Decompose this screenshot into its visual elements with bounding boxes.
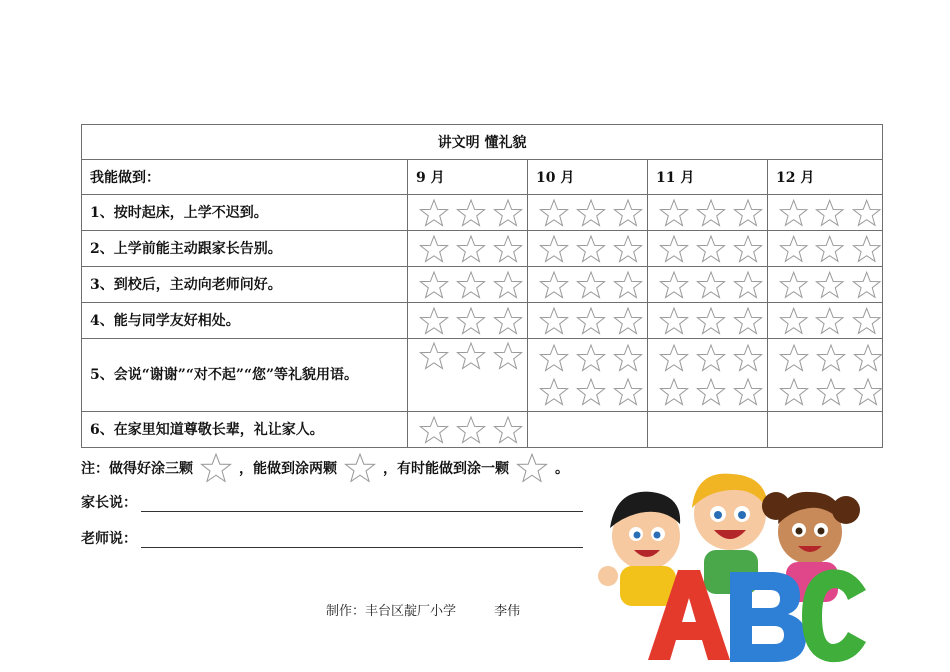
star-group bbox=[408, 198, 527, 228]
item-1: 1、按时起床，上学不迟到。 bbox=[82, 195, 408, 231]
star-icon[interactable] bbox=[492, 234, 524, 264]
star-icon[interactable] bbox=[778, 270, 809, 300]
star-icon[interactable] bbox=[455, 234, 487, 264]
star-group bbox=[648, 270, 767, 300]
star-icon[interactable] bbox=[778, 234, 809, 264]
star-icon[interactable] bbox=[695, 343, 727, 373]
star-icon[interactable] bbox=[852, 377, 884, 407]
star-icon[interactable] bbox=[492, 415, 524, 445]
note-mid2: ，有时能做到涂一颗 bbox=[383, 461, 509, 477]
star-group bbox=[528, 343, 647, 407]
footer-maker: 制作：丰台区靛厂小学 bbox=[326, 604, 457, 619]
star-icon[interactable] bbox=[455, 270, 487, 300]
cartoon-kids-abc-icon bbox=[596, 466, 872, 666]
star-group bbox=[648, 234, 767, 264]
footer-author: 李伟 bbox=[494, 604, 521, 619]
star-icon[interactable] bbox=[778, 377, 810, 407]
empty-cell bbox=[768, 412, 883, 448]
star-group bbox=[408, 306, 527, 336]
item-2: 2、上学前能主动跟家长告别。 bbox=[82, 231, 408, 267]
note-mid1: ，能做到涂两颗 bbox=[239, 461, 337, 477]
star-icon[interactable] bbox=[418, 415, 450, 445]
star-icon[interactable] bbox=[851, 270, 882, 300]
star-icon[interactable] bbox=[814, 270, 845, 300]
star-icon[interactable] bbox=[695, 306, 727, 336]
star-group bbox=[768, 270, 882, 300]
conduct-table bbox=[81, 124, 883, 448]
note-end: 。 bbox=[555, 461, 569, 477]
star-group bbox=[648, 198, 767, 228]
star-group bbox=[408, 415, 527, 445]
star-icon[interactable] bbox=[538, 270, 570, 300]
parent-label: 家长说： bbox=[81, 495, 137, 511]
star-icon[interactable] bbox=[418, 234, 450, 264]
star-icon bbox=[199, 452, 233, 484]
star-icon[interactable] bbox=[732, 306, 764, 336]
star-group bbox=[768, 198, 882, 228]
star-icon[interactable] bbox=[732, 198, 764, 228]
star-icon[interactable] bbox=[815, 343, 847, 373]
teacher-comment-line[interactable] bbox=[141, 533, 583, 548]
star-icon[interactable] bbox=[492, 270, 524, 300]
header-label: 我能做到： bbox=[82, 160, 408, 195]
table-row bbox=[82, 303, 883, 339]
table-row bbox=[82, 195, 883, 231]
month-october: 10 月 bbox=[528, 160, 648, 195]
star-icon[interactable] bbox=[492, 341, 524, 371]
star-group bbox=[768, 306, 882, 336]
star-icon[interactable] bbox=[851, 234, 882, 264]
star-icon[interactable] bbox=[851, 198, 882, 228]
star-icon[interactable] bbox=[732, 343, 764, 373]
star-group bbox=[528, 270, 647, 300]
star-icon[interactable] bbox=[418, 270, 450, 300]
item-6: 6、在家里知道尊敬长辈，礼让家人。 bbox=[82, 412, 408, 448]
star-group bbox=[408, 234, 527, 264]
note-prefix: 注：做得好涂三颗 bbox=[81, 461, 193, 477]
parent-comment-line[interactable] bbox=[141, 497, 583, 512]
star-icon[interactable] bbox=[658, 270, 690, 300]
star-icon[interactable] bbox=[814, 306, 845, 336]
star-icon[interactable] bbox=[418, 341, 450, 371]
star-icon[interactable] bbox=[538, 306, 570, 336]
star-icon[interactable] bbox=[538, 343, 570, 373]
star-icon[interactable] bbox=[575, 343, 607, 373]
star-icon bbox=[515, 452, 549, 484]
month-november: 11 月 bbox=[648, 160, 768, 195]
star-group bbox=[768, 234, 882, 264]
star-group bbox=[408, 270, 527, 300]
empty-cell bbox=[528, 412, 648, 448]
item-5: 5、会说“谢谢”“对不起”“您”等礼貌用语。 bbox=[82, 339, 408, 412]
star-icon[interactable] bbox=[814, 234, 845, 264]
star-icon[interactable] bbox=[732, 377, 764, 407]
item-4: 4、能与同学友好相处。 bbox=[82, 303, 408, 339]
star-icon[interactable] bbox=[612, 234, 644, 264]
star-icon[interactable] bbox=[658, 343, 690, 373]
rating-note bbox=[81, 452, 569, 484]
star-icon[interactable] bbox=[612, 306, 644, 336]
star-group bbox=[408, 341, 527, 371]
month-december: 12 月 bbox=[768, 160, 883, 195]
star-icon[interactable] bbox=[612, 377, 644, 407]
item-3: 3、到校后，主动向老师问好。 bbox=[82, 267, 408, 303]
star-group bbox=[528, 306, 647, 336]
star-icon[interactable] bbox=[455, 306, 487, 336]
star-icon[interactable] bbox=[575, 377, 607, 407]
star-icon[interactable] bbox=[732, 270, 764, 300]
star-icon[interactable] bbox=[778, 198, 809, 228]
star-icon[interactable] bbox=[658, 377, 690, 407]
star-icon[interactable] bbox=[695, 270, 727, 300]
table-row bbox=[82, 339, 883, 412]
star-icon[interactable] bbox=[455, 198, 487, 228]
star-icon[interactable] bbox=[732, 234, 764, 264]
star-icon[interactable] bbox=[455, 341, 487, 371]
star-group bbox=[768, 343, 882, 407]
table-row bbox=[82, 412, 883, 448]
star-icon[interactable] bbox=[538, 198, 570, 228]
star-icon[interactable] bbox=[658, 198, 690, 228]
star-icon[interactable] bbox=[778, 306, 809, 336]
star-icon[interactable] bbox=[575, 270, 607, 300]
star-icon[interactable] bbox=[418, 306, 450, 336]
star-icon[interactable] bbox=[695, 234, 727, 264]
star-icon[interactable] bbox=[695, 377, 727, 407]
table-row bbox=[82, 231, 883, 267]
star-group bbox=[528, 234, 647, 264]
star-icon[interactable] bbox=[538, 377, 570, 407]
star-icon[interactable] bbox=[815, 377, 847, 407]
footer-credit bbox=[326, 600, 520, 619]
star-icon[interactable] bbox=[575, 198, 607, 228]
star-icon[interactable] bbox=[778, 343, 810, 373]
star-icon[interactable] bbox=[814, 198, 845, 228]
teacher-label: 老师说： bbox=[81, 531, 137, 547]
star-icon[interactable] bbox=[612, 270, 644, 300]
star-icon[interactable] bbox=[612, 343, 644, 373]
chart-title: 讲文明 懂礼貌 bbox=[82, 125, 883, 160]
star-icon[interactable] bbox=[851, 306, 882, 336]
star-icon[interactable] bbox=[575, 306, 607, 336]
star-icon[interactable] bbox=[575, 234, 607, 264]
star-icon[interactable] bbox=[492, 198, 524, 228]
star-icon[interactable] bbox=[658, 234, 690, 264]
conduct-chart bbox=[81, 124, 882, 448]
star-icon[interactable] bbox=[538, 234, 570, 264]
star-icon[interactable] bbox=[852, 343, 884, 373]
table-row bbox=[82, 267, 883, 303]
teacher-comment-field[interactable] bbox=[81, 528, 583, 548]
star-icon[interactable] bbox=[658, 306, 690, 336]
empty-cell bbox=[648, 412, 768, 448]
star-group bbox=[528, 198, 647, 228]
star-group bbox=[648, 306, 767, 336]
star-icon bbox=[343, 452, 377, 484]
star-group bbox=[648, 343, 767, 407]
star-icon[interactable] bbox=[492, 306, 524, 336]
star-icon[interactable] bbox=[695, 198, 727, 228]
month-september: 9 月 bbox=[408, 160, 528, 195]
star-icon[interactable] bbox=[418, 198, 450, 228]
star-icon[interactable] bbox=[455, 415, 487, 445]
star-icon[interactable] bbox=[612, 198, 644, 228]
parent-comment-field[interactable] bbox=[81, 492, 583, 512]
header-row bbox=[82, 160, 883, 195]
